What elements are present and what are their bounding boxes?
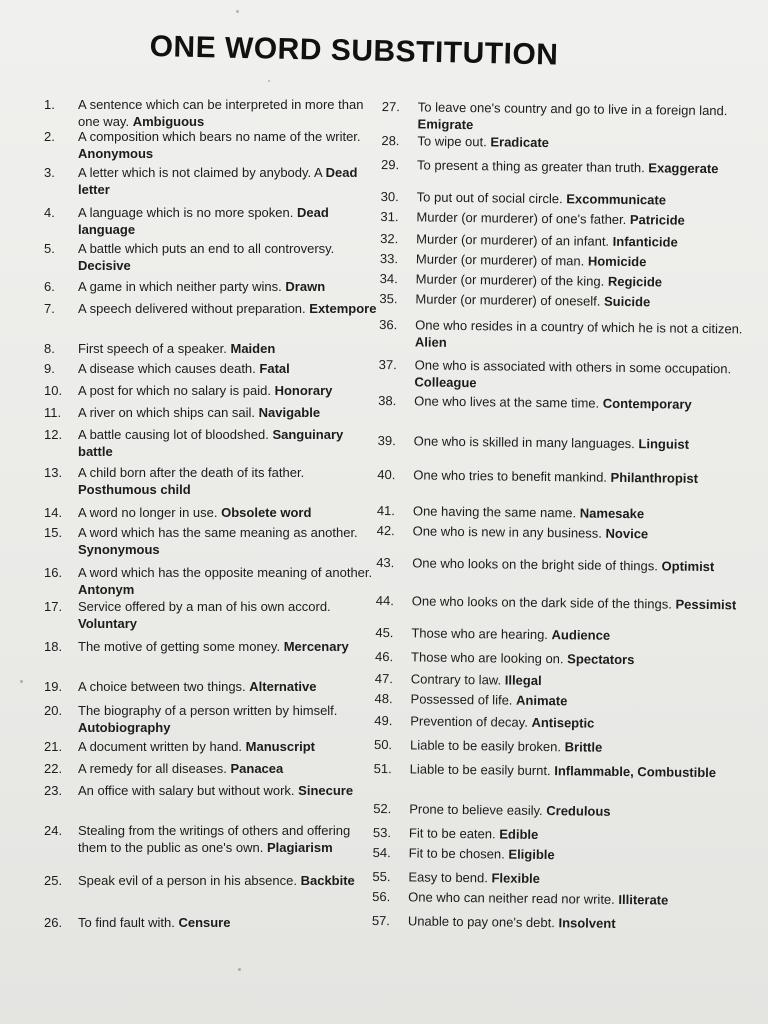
item-answer: Excommunicate bbox=[566, 191, 667, 208]
item-definition: A river on which ships can sail. bbox=[78, 405, 256, 420]
list-item bbox=[373, 844, 759, 866]
item-definition: A composition which bears no name of the writer. bbox=[78, 129, 361, 144]
list-item bbox=[374, 712, 760, 734]
item-text bbox=[78, 914, 380, 931]
item-definition: One having the same name. bbox=[412, 503, 577, 521]
item-text bbox=[78, 598, 380, 632]
item-answer: Fatal bbox=[259, 361, 290, 376]
item-number: 7. bbox=[44, 301, 55, 316]
list-item bbox=[44, 702, 380, 736]
item-text bbox=[78, 782, 380, 799]
item-definition: A speech delivered without preparation. bbox=[78, 301, 306, 316]
item-definition: Murder (or murderer) of one's father. bbox=[416, 209, 627, 227]
item-number: 34. bbox=[379, 270, 398, 287]
item-number: 40. bbox=[377, 466, 396, 483]
list-item bbox=[372, 912, 758, 934]
item-answer: Navigable bbox=[258, 405, 321, 420]
item-text bbox=[417, 156, 767, 177]
item-text bbox=[411, 648, 761, 669]
item-text bbox=[414, 392, 764, 413]
item-number: 32. bbox=[380, 230, 399, 247]
item-number: 49. bbox=[374, 712, 393, 729]
list-item bbox=[44, 96, 380, 130]
item-answer: Colleague bbox=[414, 374, 477, 391]
list-item bbox=[381, 156, 767, 178]
item-text bbox=[78, 760, 380, 777]
list-item bbox=[44, 240, 380, 274]
item-number: 47. bbox=[374, 670, 394, 687]
item-definition: Fit to be eaten. bbox=[408, 825, 496, 842]
item-text bbox=[415, 290, 765, 311]
item-number: 28. bbox=[381, 132, 400, 149]
item-number: 8. bbox=[44, 341, 55, 356]
list-item bbox=[375, 670, 761, 692]
item-text bbox=[410, 736, 760, 757]
ink-speck bbox=[20, 680, 23, 683]
item-text bbox=[78, 204, 380, 238]
list-item bbox=[374, 760, 760, 782]
item-answer: Emigrate bbox=[417, 116, 474, 133]
item-definition: A word no longer in use. bbox=[78, 505, 218, 520]
item-answer: Illegal bbox=[504, 672, 542, 688]
item-answer: Infanticide bbox=[612, 233, 678, 250]
list-item bbox=[44, 782, 380, 799]
list-item bbox=[44, 164, 380, 198]
list-item bbox=[44, 204, 380, 238]
item-text bbox=[78, 240, 380, 274]
item-text bbox=[415, 316, 765, 354]
item-definition: To leave one's country and go to live in a foreign land. bbox=[417, 99, 728, 119]
item-number: 31. bbox=[380, 208, 399, 225]
item-text bbox=[416, 270, 766, 291]
item-definition: To present a thing as greater than truth. bbox=[417, 157, 645, 176]
item-text bbox=[78, 678, 380, 695]
item-answer: Patricide bbox=[629, 212, 685, 228]
item-number: 46. bbox=[375, 648, 394, 665]
list-item bbox=[377, 466, 763, 488]
list-item bbox=[44, 278, 380, 295]
item-answer: Exaggerate bbox=[648, 160, 719, 177]
item-answer: Honorary bbox=[274, 383, 333, 398]
item-answer: Animate bbox=[516, 692, 568, 709]
item-definition: To wipe out. bbox=[417, 133, 487, 150]
item-definition: Liable to be easily broken. bbox=[409, 737, 562, 755]
item-number: 45. bbox=[375, 624, 394, 641]
item-definition: An office with salary but without work. bbox=[78, 783, 295, 798]
list-item bbox=[373, 824, 759, 846]
item-definition: A letter which is not claimed by anybody. A bbox=[78, 165, 323, 180]
item-text bbox=[78, 872, 380, 889]
item-number: 51. bbox=[373, 760, 392, 777]
list-item bbox=[44, 738, 380, 755]
list-item bbox=[378, 392, 764, 414]
item-answer: Backbite bbox=[300, 873, 355, 888]
item-definition: Prone to believe easily. bbox=[409, 801, 543, 819]
item-number: 44. bbox=[375, 592, 394, 609]
item-definition: To find fault with. bbox=[78, 915, 175, 930]
list-item bbox=[377, 522, 763, 544]
item-answer: Pessimist bbox=[675, 596, 737, 613]
item-text bbox=[409, 844, 759, 865]
item-definition: To put out of social circle. bbox=[416, 189, 563, 207]
item-answer: Brittle bbox=[564, 739, 603, 755]
item-text bbox=[78, 822, 380, 856]
item-number: 22. bbox=[44, 761, 63, 776]
item-definition: The biography of a person written by himself. bbox=[78, 703, 338, 718]
item-answer: Homicide bbox=[587, 253, 647, 270]
item-text bbox=[78, 426, 380, 460]
item-number: 5. bbox=[44, 241, 55, 256]
item-number: 16. bbox=[44, 565, 63, 580]
item-number: 41. bbox=[376, 502, 396, 519]
item-definition: A language which is no more spoken. bbox=[78, 205, 294, 220]
item-answer: Spectators bbox=[567, 651, 635, 668]
item-answer: Decisive bbox=[78, 258, 131, 273]
item-text bbox=[78, 524, 380, 558]
item-number: 38. bbox=[378, 392, 397, 409]
list-item bbox=[44, 504, 380, 521]
item-definition: Murder (or murderer) of an infant. bbox=[416, 231, 610, 249]
item-definition: Murder (or murderer) of the king. bbox=[415, 271, 605, 289]
item-number: 56. bbox=[372, 888, 391, 905]
list-item bbox=[376, 592, 762, 614]
list-item bbox=[380, 250, 766, 272]
item-number: 36. bbox=[379, 316, 398, 333]
item-number: 35. bbox=[379, 290, 398, 307]
item-text bbox=[409, 800, 759, 821]
item-number: 4. bbox=[44, 205, 55, 220]
item-number: 42. bbox=[376, 522, 395, 539]
item-text bbox=[412, 554, 762, 575]
item-answer: Drawn bbox=[285, 279, 326, 294]
item-definition: Fit to be chosen. bbox=[408, 845, 505, 862]
item-definition: One who lives at the same time. bbox=[414, 393, 600, 411]
item-text bbox=[78, 300, 380, 317]
item-answer: Edible bbox=[499, 826, 539, 842]
item-number: 29. bbox=[381, 156, 400, 173]
item-text bbox=[78, 564, 380, 598]
item-number: 33. bbox=[379, 250, 399, 267]
page-title: ONE WORD SUBSTITUTION bbox=[149, 30, 559, 72]
list-item bbox=[44, 760, 380, 777]
item-definition: A sentence which can be interpreted in more than one way. bbox=[78, 97, 364, 129]
list-item bbox=[44, 426, 380, 460]
item-number: 3. bbox=[44, 165, 55, 180]
item-answer: Obsolete word bbox=[221, 505, 312, 520]
item-definition: A document written by hand. bbox=[78, 739, 243, 754]
item-answer: Posthumous child bbox=[78, 482, 191, 497]
item-answer: Antiseptic bbox=[531, 714, 595, 731]
item-number: 15. bbox=[44, 525, 63, 540]
item-definition: Prevention of decay. bbox=[410, 713, 528, 730]
item-number: 30. bbox=[380, 188, 399, 205]
item-definition: Murder (or murderer) of man. bbox=[415, 251, 585, 269]
item-text bbox=[416, 208, 766, 229]
item-definition: One who can neither read nor write. bbox=[408, 889, 615, 907]
item-answer: Panacea bbox=[230, 761, 284, 776]
item-answer: Audience bbox=[551, 627, 611, 643]
item-text bbox=[412, 592, 762, 613]
item-text bbox=[78, 404, 380, 421]
list-item bbox=[44, 404, 380, 421]
list-item bbox=[375, 648, 761, 670]
item-definition: A word which has the opposite meaning of another. bbox=[78, 565, 373, 580]
ink-speck bbox=[268, 80, 270, 82]
item-text bbox=[78, 382, 380, 399]
list-item bbox=[44, 678, 380, 695]
item-text bbox=[410, 690, 760, 711]
item-answer: Eligible bbox=[508, 846, 555, 863]
item-definition: A word which has the same meaning as another. bbox=[78, 525, 358, 540]
list-item bbox=[44, 822, 380, 856]
item-answer: Alien bbox=[414, 334, 447, 350]
list-item bbox=[44, 914, 380, 931]
item-answer: Voluntary bbox=[78, 616, 137, 631]
list-item bbox=[372, 888, 758, 910]
list-item bbox=[44, 872, 380, 889]
item-answer: Alternative bbox=[249, 679, 317, 694]
item-text bbox=[413, 502, 763, 523]
item-answer: Synonymous bbox=[78, 542, 160, 557]
item-definition: A post for which no salary is paid. bbox=[78, 383, 271, 398]
item-number: 26. bbox=[44, 915, 63, 930]
item-text bbox=[414, 432, 764, 453]
item-number: 53. bbox=[372, 824, 392, 841]
item-answer: Ambiguous bbox=[132, 114, 205, 129]
list-item bbox=[378, 432, 764, 454]
list-item bbox=[376, 554, 762, 576]
item-number: 24. bbox=[44, 823, 63, 838]
item-text bbox=[418, 98, 768, 136]
list-item bbox=[380, 270, 766, 292]
item-definition: A disease which causes death. bbox=[78, 361, 256, 376]
item-definition: A battle causing lot of bloodshed. bbox=[78, 427, 269, 442]
item-number: 25. bbox=[44, 873, 63, 888]
list-item bbox=[378, 356, 764, 395]
item-definition: One who resides in a country of which he is not a citizen. bbox=[415, 317, 743, 337]
list-item bbox=[44, 382, 380, 399]
item-definition: First speech of a speaker. bbox=[78, 341, 227, 356]
item-text bbox=[408, 868, 758, 889]
item-answer: Dead language bbox=[78, 205, 329, 237]
item-text bbox=[411, 670, 761, 691]
item-definition: One who is skilled in many languages. bbox=[413, 433, 635, 452]
item-number: 23. bbox=[44, 783, 63, 798]
item-definition: A child born after the death of its father. bbox=[78, 465, 305, 480]
list-item bbox=[379, 316, 765, 355]
item-text bbox=[78, 738, 380, 755]
item-definition: One who is associated with others in some occupation. bbox=[414, 357, 732, 377]
list-item bbox=[380, 208, 766, 230]
ink-speck bbox=[236, 10, 239, 13]
item-answer: Sinecure bbox=[298, 783, 354, 798]
item-number: 55. bbox=[372, 868, 391, 885]
list-item bbox=[375, 624, 761, 646]
item-text bbox=[78, 360, 380, 377]
item-definition: One who is new in any business. bbox=[412, 523, 603, 541]
list-item bbox=[44, 598, 380, 632]
item-definition: A remedy for all diseases. bbox=[78, 761, 227, 776]
item-text bbox=[408, 888, 758, 909]
item-definition: Those who are looking on. bbox=[411, 649, 564, 667]
item-number: 52. bbox=[373, 800, 392, 817]
item-definition: One who looks on the bright side of things. bbox=[412, 555, 659, 574]
item-answer: Autobiography bbox=[78, 720, 171, 735]
item-answer: Inflammable, Combustible bbox=[554, 763, 717, 781]
item-definition: Liable to be easily burnt. bbox=[409, 761, 551, 779]
item-answer: Maiden bbox=[230, 341, 276, 356]
item-number: 48. bbox=[374, 690, 393, 707]
item-answer: Suicide bbox=[603, 293, 651, 310]
item-definition: Service offered by a man of his own accord. bbox=[78, 599, 331, 614]
item-answer: Optimist bbox=[661, 558, 715, 575]
item-number: 17. bbox=[44, 599, 63, 614]
list-item bbox=[44, 300, 380, 317]
item-answer: Anonymous bbox=[78, 146, 154, 161]
item-number: 54. bbox=[372, 844, 391, 861]
item-definition: Unable to pay one's debt. bbox=[407, 913, 555, 931]
list-item bbox=[381, 132, 767, 154]
list-item bbox=[44, 524, 380, 558]
item-text bbox=[411, 624, 761, 645]
item-number: 57. bbox=[371, 912, 391, 929]
list-item bbox=[379, 290, 765, 312]
item-text bbox=[78, 702, 380, 736]
item-number: 21. bbox=[44, 739, 63, 754]
item-definition: The motive of getting some money. bbox=[78, 639, 281, 654]
item-number: 1. bbox=[44, 97, 55, 112]
item-text bbox=[78, 164, 380, 198]
item-number: 6. bbox=[44, 279, 55, 294]
item-answer: Mercenary bbox=[283, 639, 349, 654]
item-number: 43. bbox=[376, 554, 395, 571]
list-item bbox=[44, 464, 380, 498]
item-answer: Eradicate bbox=[490, 134, 550, 151]
item-number: 9. bbox=[44, 361, 55, 376]
right-column bbox=[371, 92, 768, 931]
item-definition: Possessed of life. bbox=[410, 691, 513, 708]
item-number: 18. bbox=[44, 639, 63, 654]
item-number: 13. bbox=[44, 465, 63, 480]
item-answer: Flexible bbox=[491, 870, 541, 886]
item-number: 11. bbox=[44, 405, 62, 420]
item-text bbox=[416, 230, 766, 251]
item-text bbox=[408, 912, 758, 933]
item-number: 50. bbox=[373, 736, 393, 753]
item-text bbox=[417, 188, 767, 209]
item-text bbox=[410, 760, 760, 781]
item-definition: A battle which puts an end to all controversy. bbox=[78, 241, 335, 256]
item-answer: Dead letter bbox=[78, 165, 358, 197]
item-text bbox=[414, 356, 764, 394]
list-item bbox=[382, 98, 768, 137]
item-answer: Censure bbox=[178, 915, 231, 930]
item-answer: Contemporary bbox=[602, 395, 692, 412]
item-number: 10. bbox=[44, 383, 63, 398]
item-text bbox=[78, 504, 380, 521]
item-definition: One who tries to benefit mankind. bbox=[413, 467, 608, 485]
item-answer: Philanthropist bbox=[610, 469, 699, 486]
item-answer: Antonym bbox=[78, 582, 135, 597]
item-text bbox=[417, 132, 767, 153]
item-definition: A game in which neither party wins. bbox=[78, 279, 282, 294]
item-text bbox=[78, 340, 380, 357]
item-answer: Sanguinary battle bbox=[78, 427, 344, 459]
item-text bbox=[78, 96, 380, 130]
item-text bbox=[413, 466, 763, 487]
ink-speck bbox=[238, 968, 241, 971]
item-number: 2. bbox=[44, 129, 55, 144]
list-item bbox=[373, 800, 759, 822]
list-item bbox=[44, 638, 380, 655]
list-item bbox=[44, 340, 380, 357]
item-answer: Namesake bbox=[579, 505, 645, 522]
item-number: 20. bbox=[44, 703, 63, 718]
item-answer: Insolvent bbox=[558, 915, 616, 931]
item-text bbox=[416, 250, 766, 271]
item-number: 27. bbox=[381, 98, 400, 115]
list-item bbox=[374, 736, 760, 758]
item-text bbox=[78, 128, 380, 162]
list-item bbox=[381, 188, 767, 210]
item-answer: Regicide bbox=[607, 273, 663, 290]
list-item bbox=[44, 360, 380, 377]
list-item bbox=[374, 690, 760, 712]
item-number: 39. bbox=[377, 432, 396, 449]
item-number: 37. bbox=[378, 356, 397, 373]
item-answer: Extempore bbox=[309, 301, 377, 316]
item-definition: Murder (or murderer) of oneself. bbox=[415, 291, 601, 309]
item-answer: Illiterate bbox=[618, 891, 669, 908]
list-item bbox=[377, 502, 763, 524]
item-definition: Those who are hearing. bbox=[411, 625, 549, 643]
list-item bbox=[380, 230, 766, 252]
list-item bbox=[44, 128, 380, 162]
item-definition: A choice between two things. bbox=[78, 679, 246, 694]
list-item bbox=[44, 564, 380, 598]
item-text bbox=[78, 638, 380, 655]
item-text bbox=[413, 522, 763, 543]
item-number: 12. bbox=[44, 427, 63, 442]
list-item bbox=[372, 868, 758, 890]
item-definition: Contrary to law. bbox=[410, 671, 502, 688]
item-text bbox=[78, 464, 380, 498]
item-answer: Credulous bbox=[546, 803, 611, 819]
item-answer: Linguist bbox=[638, 436, 690, 452]
item-answer: Manuscript bbox=[245, 739, 316, 754]
item-number: 19. bbox=[44, 679, 63, 694]
item-definition: One who looks on the dark side of the things. bbox=[411, 593, 673, 612]
item-answer: Plagiarism bbox=[266, 840, 333, 855]
item-text bbox=[410, 712, 760, 733]
item-text bbox=[409, 824, 759, 845]
item-definition: Stealing from the writings of others and offering them to the public as one's own. bbox=[78, 823, 351, 855]
item-text bbox=[78, 278, 380, 295]
item-number: 14. bbox=[44, 505, 63, 520]
item-definition: Speak evil of a person in his absence. bbox=[78, 873, 297, 888]
item-answer: Novice bbox=[605, 525, 649, 542]
item-definition: Easy to bend. bbox=[408, 869, 488, 886]
